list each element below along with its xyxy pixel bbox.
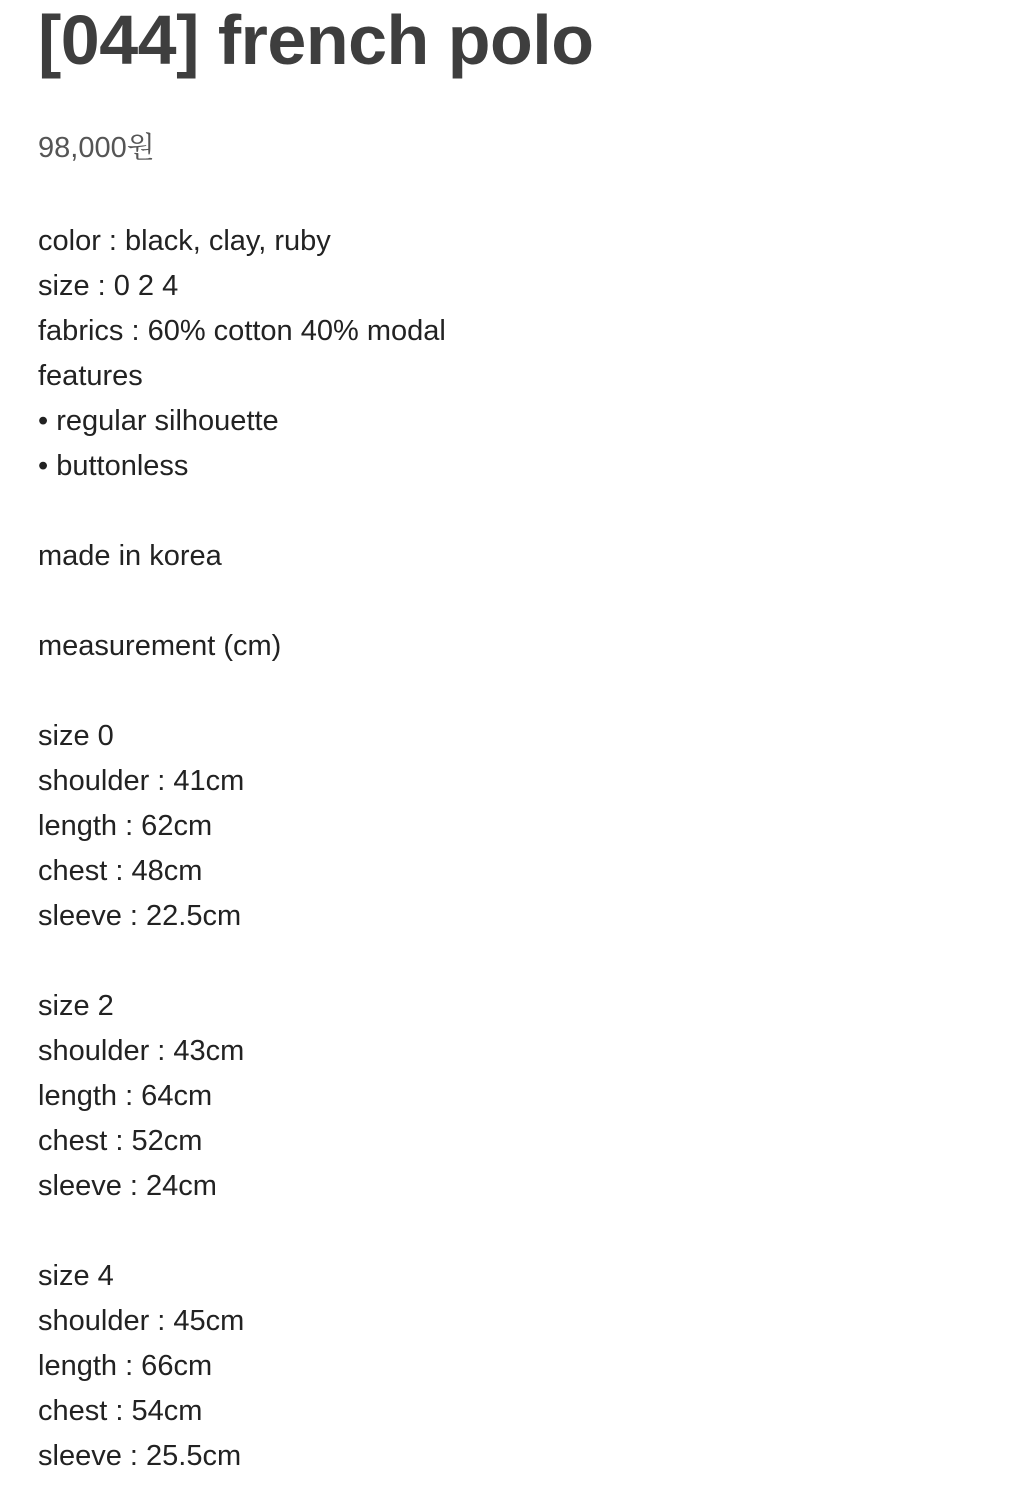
size-0-chest: chest : 48cm — [38, 855, 203, 887]
size-2-heading: size 2 — [38, 990, 114, 1022]
blank-line — [38, 493, 446, 538]
size-4-length: length : 66cm — [38, 1350, 213, 1382]
blank-line — [38, 1213, 446, 1258]
product-price: 98,000원 — [38, 132, 155, 164]
blank-line — [38, 583, 446, 628]
size-0-length: length : 62cm — [38, 810, 213, 842]
size-4-sleeve: sleeve : 25.5cm — [38, 1440, 242, 1472]
feature-item: • buttonless — [38, 450, 189, 482]
size-2-length: length : 64cm — [38, 1080, 213, 1112]
origin-text: made in korea — [38, 540, 222, 572]
size-2-sleeve: sleeve : 24cm — [38, 1170, 217, 1202]
blank-line — [38, 943, 446, 988]
product-title: [044] french polo — [38, 1, 594, 79]
spec-color: color : black, clay, ruby — [38, 225, 331, 257]
size-4-shoulder: shoulder : 45cm — [38, 1305, 245, 1337]
blank-line — [38, 673, 446, 718]
size-0-sleeve: sleeve : 22.5cm — [38, 900, 242, 932]
spec-size: size : 0 2 4 — [38, 270, 179, 302]
size-0-shoulder: shoulder : 41cm — [38, 765, 245, 797]
size-4-chest: chest : 54cm — [38, 1395, 203, 1427]
features-heading: features — [38, 360, 143, 392]
size-0-heading: size 0 — [38, 720, 114, 752]
measurement-heading: measurement (cm) — [38, 630, 282, 662]
size-4-heading: size 4 — [38, 1260, 114, 1292]
feature-item: • regular silhouette — [38, 405, 279, 437]
spec-fabrics: fabrics : 60% cotton 40% modal — [38, 315, 446, 347]
size-2-chest: chest : 52cm — [38, 1125, 203, 1157]
product-description — [38, 223, 446, 1483]
size-2-shoulder: shoulder : 43cm — [38, 1035, 245, 1067]
